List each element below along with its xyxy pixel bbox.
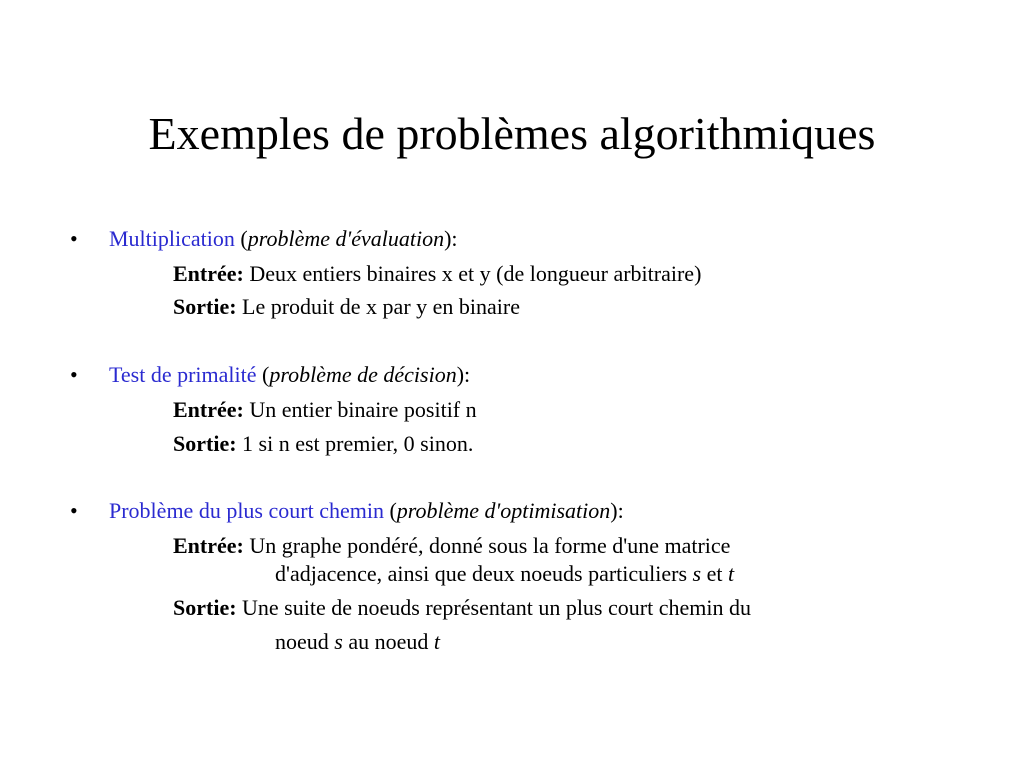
var-t: t — [433, 629, 440, 654]
var-t: t — [727, 561, 735, 586]
output-line — [173, 293, 520, 321]
input-line — [173, 532, 730, 560]
input-label: Entrée: — [173, 533, 244, 558]
input-cont-text: d'adjacence, ainsi que deux noeuds particuliers — [275, 561, 688, 586]
topic-label: Test de primalité — [109, 362, 257, 387]
var-s: s — [334, 629, 343, 654]
output-text: Une suite de noeuds représentant un plus court chemin du — [242, 595, 751, 620]
output-continuation — [275, 628, 440, 656]
output-label: Sortie: — [173, 431, 237, 456]
output-line — [173, 594, 751, 622]
input-line — [173, 396, 477, 424]
bullet-item-shortest-path: • Problème du plus court chemin (problème d'optimisation): — [70, 498, 624, 523]
bullet-icon: • — [70, 498, 78, 523]
output-line — [173, 430, 473, 458]
output-cont-text: noeud — [275, 629, 329, 654]
bullet-icon: • — [70, 362, 78, 387]
output-cont-mid: au noeud — [348, 629, 429, 654]
input-text: Un entier binaire positif n — [249, 397, 477, 422]
input-continuation — [275, 560, 734, 588]
input-label: Entrée: — [173, 397, 244, 422]
output-text: 1 si n est premier, 0 sinon. — [242, 431, 474, 456]
input-text: Un graphe pondéré, donné sous la forme d'une matrice — [249, 533, 731, 558]
problem-kind: problème d'évaluation — [247, 226, 445, 251]
and-text: et — [706, 561, 723, 586]
topic-label: Multiplication — [109, 226, 235, 251]
var-s: s — [692, 561, 702, 586]
bullet-item-primality: • Test de primalité (problème de décision): — [70, 362, 471, 387]
input-text: Deux entiers binaires x et y (de longueur arbitraire) — [249, 261, 702, 286]
input-line — [173, 260, 701, 288]
bullet-icon: • — [70, 226, 78, 251]
problem-kind: problème de décision — [269, 362, 457, 387]
problem-kind: problème d'optimisation — [396, 498, 611, 523]
output-label: Sortie: — [173, 595, 237, 620]
output-text: Le produit de x par y en binaire — [242, 294, 520, 319]
output-label: Sortie: — [173, 294, 237, 319]
input-label: Entrée: — [173, 261, 244, 286]
bullet-item-multiplication: • Multiplication (problème d'évaluation): — [70, 226, 458, 251]
slide-title: Exemples de problèmes algorithmiques — [148, 108, 876, 159]
topic-label: Problème du plus court chemin — [109, 498, 384, 523]
